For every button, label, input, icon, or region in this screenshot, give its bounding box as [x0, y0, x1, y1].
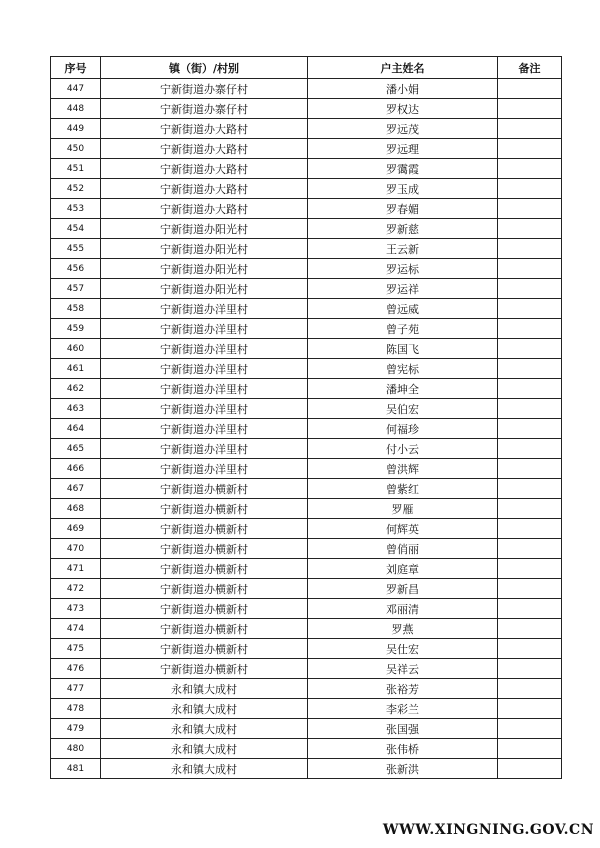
householder-name-cell: 张国强: [308, 719, 498, 739]
site-watermark: WWW.XINGNING.GOV.CN: [382, 822, 594, 838]
householder-name-cell: 罗远茂: [308, 119, 498, 139]
householder-name-cell: 张新洪: [308, 759, 498, 779]
table-row: [51, 259, 562, 279]
serial-number-cell: 455: [51, 239, 101, 259]
householder-name-cell: 吴仕宏: [308, 639, 498, 659]
town-village-cell: 宁新街道办洋里村: [101, 299, 308, 319]
remarks-cell: [498, 379, 562, 399]
serial-number-cell: 457: [51, 279, 101, 299]
table-row: [51, 679, 562, 699]
householder-name-cell: 罗权达: [308, 99, 498, 119]
serial-number-cell: 476: [51, 659, 101, 679]
serial-number-cell: 469: [51, 519, 101, 539]
table-row: [51, 319, 562, 339]
remarks-cell: [498, 519, 562, 539]
remarks-cell: [498, 739, 562, 759]
town-village-cell: 宁新街道办洋里村: [101, 419, 308, 439]
serial-number-cell: 450: [51, 139, 101, 159]
householder-name-cell: 曾紫红: [308, 479, 498, 499]
table-row: [51, 759, 562, 779]
remarks-cell: [498, 419, 562, 439]
town-village-cell: 宁新街道办洋里村: [101, 459, 308, 479]
town-village-cell: 宁新街道办大路村: [101, 139, 308, 159]
serial-number-cell: 449: [51, 119, 101, 139]
householder-name-cell: 罗玉成: [308, 179, 498, 199]
remarks-cell: [498, 479, 562, 499]
town-village-cell: 宁新街道办洋里村: [101, 359, 308, 379]
table-body: [51, 79, 562, 779]
serial-number-cell: 470: [51, 539, 101, 559]
town-village-cell: 宁新街道办大路村: [101, 179, 308, 199]
householder-name-cell: 刘庭章: [308, 559, 498, 579]
header-town-village: 镇（街）/村别: [101, 57, 308, 79]
remarks-cell: [498, 139, 562, 159]
householder-name-cell: 邓丽清: [308, 599, 498, 619]
serial-number-cell: 460: [51, 339, 101, 359]
serial-number-cell: 453: [51, 199, 101, 219]
remarks-cell: [498, 599, 562, 619]
serial-number-cell: 451: [51, 159, 101, 179]
householder-name-cell: 李彩兰: [308, 699, 498, 719]
householder-name-cell: 吴伯宏: [308, 399, 498, 419]
remarks-cell: [498, 159, 562, 179]
remarks-cell: [498, 199, 562, 219]
table-row: [51, 159, 562, 179]
remarks-cell: [498, 239, 562, 259]
householder-name-cell: 曾洪辉: [308, 459, 498, 479]
householder-name-cell: 罗运祥: [308, 279, 498, 299]
remarks-cell: [498, 79, 562, 99]
remarks-cell: [498, 299, 562, 319]
table-row: [51, 79, 562, 99]
table-row: [51, 479, 562, 499]
table-row: [51, 179, 562, 199]
town-village-cell: 宁新街道办阳光村: [101, 279, 308, 299]
town-village-cell: 宁新街道办横新村: [101, 519, 308, 539]
town-village-cell: 宁新街道办洋里村: [101, 439, 308, 459]
town-village-cell: 宁新街道办寨仔村: [101, 99, 308, 119]
householder-name-cell: 曾俏丽: [308, 539, 498, 559]
serial-number-cell: 465: [51, 439, 101, 459]
town-village-cell: 宁新街道办寨仔村: [101, 79, 308, 99]
serial-number-cell: 467: [51, 479, 101, 499]
serial-number-cell: 480: [51, 739, 101, 759]
remarks-cell: [498, 119, 562, 139]
town-village-cell: 宁新街道办横新村: [101, 639, 308, 659]
serial-number-cell: 478: [51, 699, 101, 719]
householder-name-cell: 王云新: [308, 239, 498, 259]
remarks-cell: [498, 559, 562, 579]
town-village-cell: 永和镇大成村: [101, 699, 308, 719]
serial-number-cell: 481: [51, 759, 101, 779]
town-village-cell: 永和镇大成村: [101, 719, 308, 739]
householder-name-cell: 潘小娟: [308, 79, 498, 99]
serial-number-cell: 458: [51, 299, 101, 319]
table-row: [51, 439, 562, 459]
table-row: [51, 299, 562, 319]
table-row: [51, 239, 562, 259]
town-village-cell: 宁新街道办洋里村: [101, 339, 308, 359]
serial-number-cell: 454: [51, 219, 101, 239]
table-row: [51, 639, 562, 659]
town-village-cell: 宁新街道办横新村: [101, 579, 308, 599]
remarks-cell: [498, 759, 562, 779]
town-village-cell: 永和镇大成村: [101, 739, 308, 759]
householder-name-cell: 吴祥云: [308, 659, 498, 679]
serial-number-cell: 464: [51, 419, 101, 439]
householder-name-cell: 罗远理: [308, 139, 498, 159]
town-village-cell: 宁新街道办阳光村: [101, 219, 308, 239]
household-roster-table: [50, 56, 562, 779]
remarks-cell: [498, 619, 562, 639]
householder-name-cell: 何福珍: [308, 419, 498, 439]
table-row: [51, 499, 562, 519]
serial-number-cell: 448: [51, 99, 101, 119]
serial-number-cell: 462: [51, 379, 101, 399]
serial-number-cell: 452: [51, 179, 101, 199]
town-village-cell: 宁新街道办横新村: [101, 499, 308, 519]
serial-number-cell: 456: [51, 259, 101, 279]
serial-number-cell: 461: [51, 359, 101, 379]
remarks-cell: [498, 439, 562, 459]
table-row: [51, 619, 562, 639]
table-row: [51, 519, 562, 539]
remarks-cell: [498, 699, 562, 719]
serial-number-cell: 477: [51, 679, 101, 699]
town-village-cell: 宁新街道办横新村: [101, 539, 308, 559]
householder-name-cell: 潘坤全: [308, 379, 498, 399]
remarks-cell: [498, 499, 562, 519]
table-row: [51, 199, 562, 219]
remarks-cell: [498, 579, 562, 599]
remarks-cell: [498, 279, 562, 299]
town-village-cell: 宁新街道办横新村: [101, 559, 308, 579]
householder-name-cell: 罗运标: [308, 259, 498, 279]
serial-number-cell: 468: [51, 499, 101, 519]
town-village-cell: 宁新街道办横新村: [101, 619, 308, 639]
table-row: [51, 399, 562, 419]
householder-name-cell: 陈国飞: [308, 339, 498, 359]
householder-name-cell: 曾子苑: [308, 319, 498, 339]
householder-name-cell: 罗霭霞: [308, 159, 498, 179]
serial-number-cell: 479: [51, 719, 101, 739]
householder-name-cell: 罗新慈: [308, 219, 498, 239]
serial-number-cell: 447: [51, 79, 101, 99]
town-village-cell: 永和镇大成村: [101, 679, 308, 699]
remarks-cell: [498, 219, 562, 239]
town-village-cell: 宁新街道办洋里村: [101, 379, 308, 399]
table-row: [51, 419, 562, 439]
remarks-cell: [498, 539, 562, 559]
town-village-cell: 宁新街道办大路村: [101, 119, 308, 139]
table-row: [51, 539, 562, 559]
table-row: [51, 119, 562, 139]
householder-name-cell: 罗雁: [308, 499, 498, 519]
remarks-cell: [498, 459, 562, 479]
serial-number-cell: 473: [51, 599, 101, 619]
town-village-cell: 宁新街道办横新村: [101, 659, 308, 679]
table-row: [51, 139, 562, 159]
town-village-cell: 宁新街道办洋里村: [101, 399, 308, 419]
table-row: [51, 99, 562, 119]
householder-name-cell: 罗新昌: [308, 579, 498, 599]
serial-number-cell: 459: [51, 319, 101, 339]
table-row: [51, 219, 562, 239]
table-row: [51, 579, 562, 599]
table-row: [51, 659, 562, 679]
remarks-cell: [498, 719, 562, 739]
town-village-cell: 宁新街道办阳光村: [101, 239, 308, 259]
table-row: [51, 699, 562, 719]
table-row: [51, 379, 562, 399]
table-row: [51, 359, 562, 379]
remarks-cell: [498, 99, 562, 119]
remarks-cell: [498, 659, 562, 679]
remarks-cell: [498, 319, 562, 339]
town-village-cell: 宁新街道办大路村: [101, 199, 308, 219]
header-row: [51, 57, 562, 79]
remarks-cell: [498, 679, 562, 699]
householder-name-cell: 张裕芳: [308, 679, 498, 699]
remarks-cell: [498, 399, 562, 419]
table-row: [51, 719, 562, 739]
town-village-cell: 宁新街道办横新村: [101, 599, 308, 619]
town-village-cell: 宁新街道办横新村: [101, 479, 308, 499]
householder-name-cell: 何辉英: [308, 519, 498, 539]
serial-number-cell: 475: [51, 639, 101, 659]
householder-name-cell: 曾远威: [308, 299, 498, 319]
householder-name-cell: 曾宪标: [308, 359, 498, 379]
remarks-cell: [498, 259, 562, 279]
header-remarks: 备注: [498, 57, 562, 79]
table-row: [51, 339, 562, 359]
householder-name-cell: 张伟桥: [308, 739, 498, 759]
table-row: [51, 559, 562, 579]
householder-name-cell: 罗春媚: [308, 199, 498, 219]
remarks-cell: [498, 339, 562, 359]
header-householder-name: 户主姓名: [308, 57, 498, 79]
remarks-cell: [498, 179, 562, 199]
serial-number-cell: 471: [51, 559, 101, 579]
table-row: [51, 599, 562, 619]
table-row: [51, 739, 562, 759]
remarks-cell: [498, 639, 562, 659]
householder-name-cell: 罗燕: [308, 619, 498, 639]
table-row: [51, 459, 562, 479]
serial-number-cell: 472: [51, 579, 101, 599]
town-village-cell: 永和镇大成村: [101, 759, 308, 779]
serial-number-cell: 474: [51, 619, 101, 639]
table-row: [51, 279, 562, 299]
header-serial-number: 序号: [51, 57, 101, 79]
serial-number-cell: 463: [51, 399, 101, 419]
town-village-cell: 宁新街道办洋里村: [101, 319, 308, 339]
town-village-cell: 宁新街道办大路村: [101, 159, 308, 179]
remarks-cell: [498, 359, 562, 379]
serial-number-cell: 466: [51, 459, 101, 479]
town-village-cell: 宁新街道办阳光村: [101, 259, 308, 279]
householder-name-cell: 付小云: [308, 439, 498, 459]
